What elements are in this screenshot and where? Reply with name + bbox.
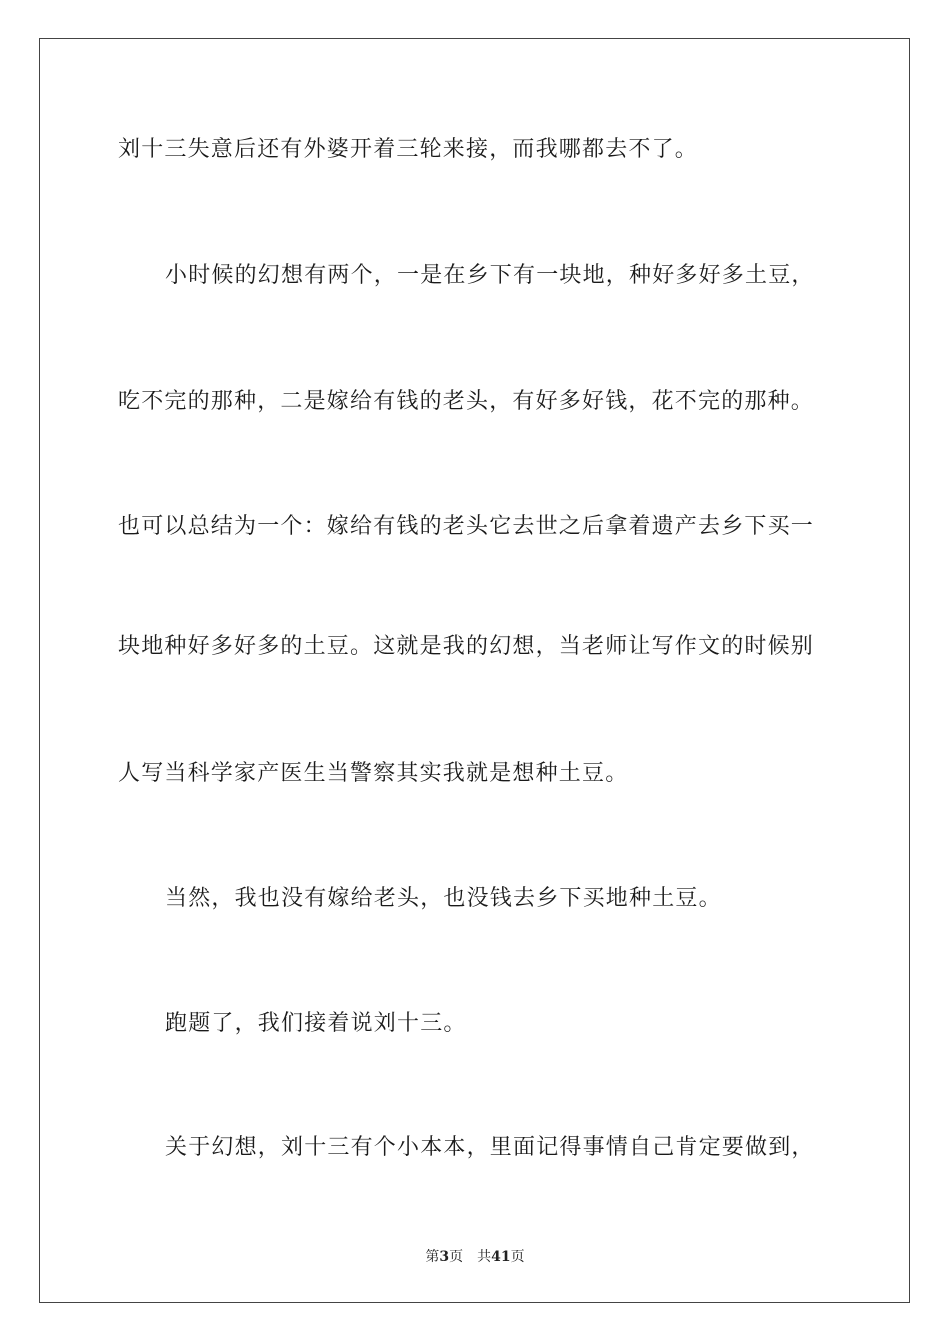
page-footer xyxy=(0,1248,950,1266)
footer-total-pages: 41 xyxy=(491,1249,511,1265)
text-line: 跑题了，我们接着说刘十三。 xyxy=(165,1011,467,1036)
text-line: 当然，我也没有嫁给老头，也没钱去乡下买地种土豆。 xyxy=(165,886,722,911)
footer-page-number: 3 xyxy=(439,1249,450,1265)
text-line: 也可以总结为一个：嫁给有钱的老头它去世之后拿着遗产去乡下买一 xyxy=(118,514,815,539)
page-frame xyxy=(39,38,910,1303)
text-line: 人写当科学家产医生当警察其实我就是想种土豆。 xyxy=(118,761,629,786)
text-line: 关于幻想，刘十三有个小本本，里面记得事情自己肯定要做到， xyxy=(165,1135,815,1160)
footer-total-suffix: 页 xyxy=(510,1249,525,1265)
text-line: 小时候的幻想有两个，一是在乡下有一块地，种好多好多土豆， xyxy=(165,263,815,288)
footer-page-prefix: 第 xyxy=(425,1249,440,1265)
footer-total-prefix: 共 xyxy=(477,1249,492,1265)
footer-page-suffix: 页 xyxy=(449,1249,464,1265)
text-line: 块地种好多好多的土豆。这就是我的幻想，当老师让写作文的时候别 xyxy=(118,634,815,659)
text-line: 吃不完的那种，二是嫁给有钱的老头，有好多好钱，花不完的那种。 xyxy=(118,389,815,414)
text-line: 刘十三失意后还有外婆开着三轮来接，而我哪都去不了。 xyxy=(118,137,699,162)
